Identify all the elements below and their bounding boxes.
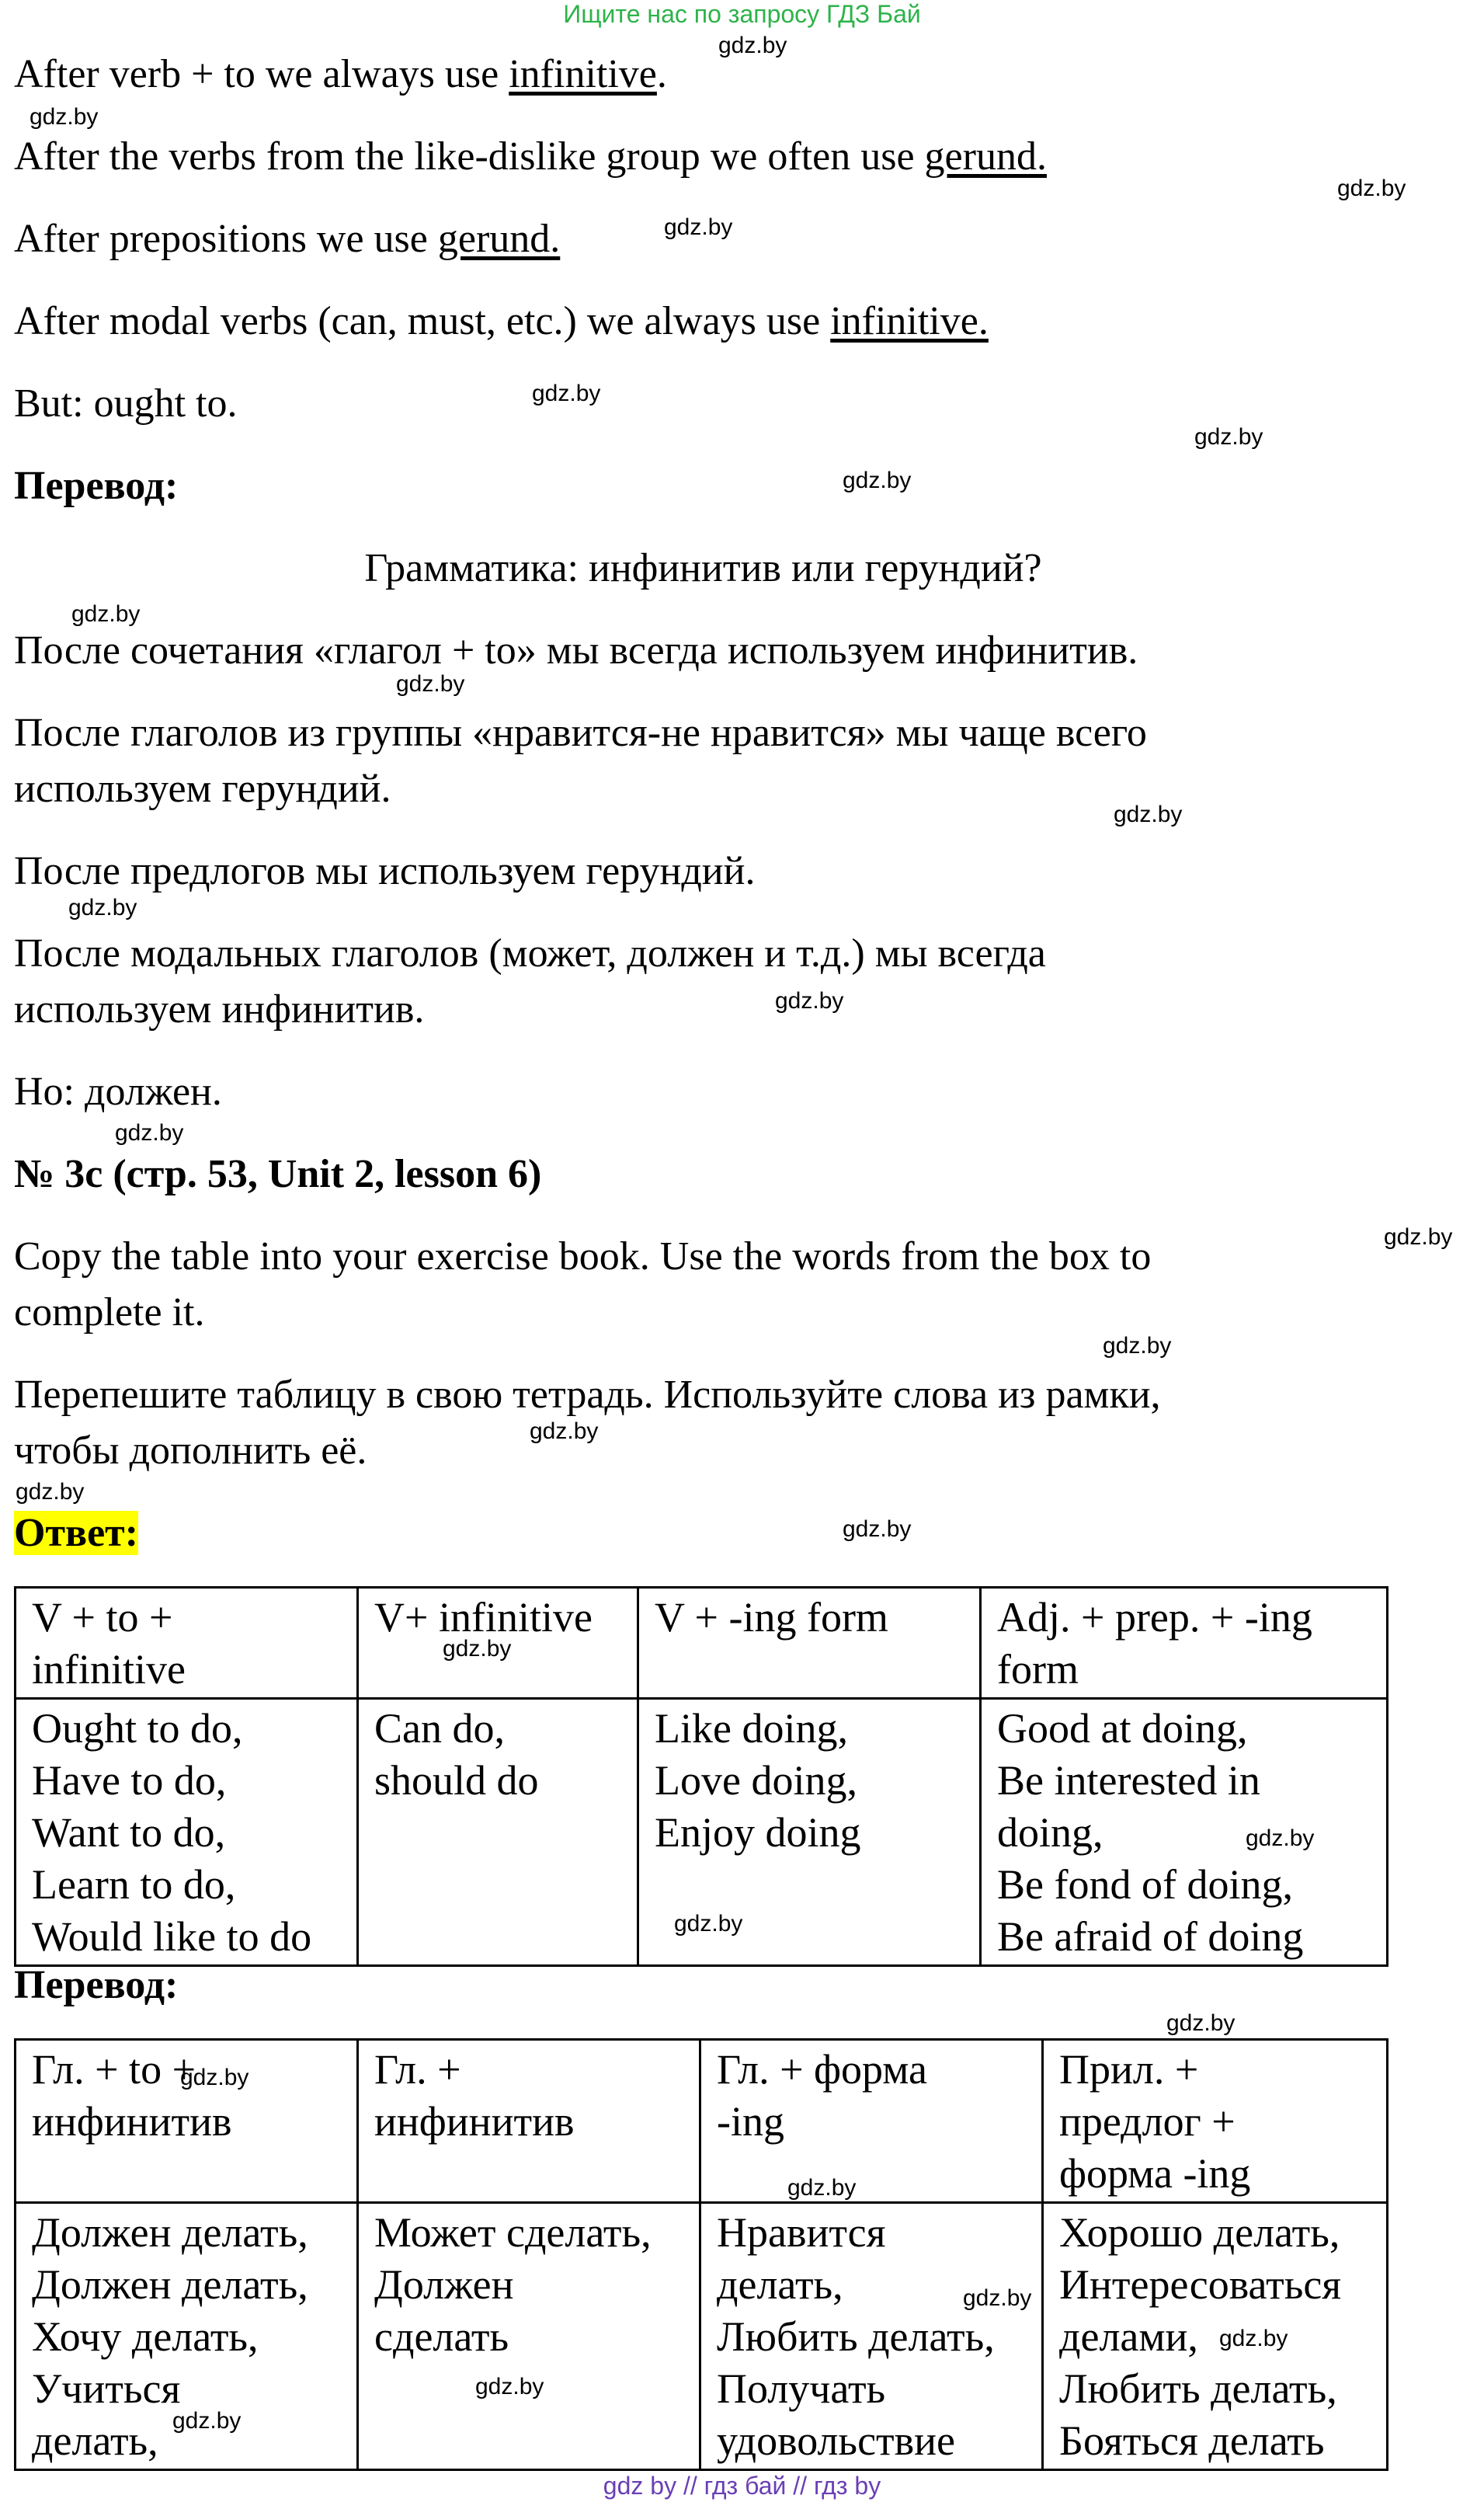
watermark: gdz.by (16, 1479, 85, 1505)
watermark: gdz.by (718, 33, 787, 58)
watermark: gdz.by (1219, 2326, 1288, 2351)
watermark: gdz.by (532, 381, 601, 406)
watermark: gdz.by (963, 2285, 1032, 2311)
table-header-cell: V + to + infinitive (16, 1588, 358, 1699)
grammar-line-2: After the verbs from the like-dislike group we often use gerund. (14, 134, 1047, 179)
table-cell: Нравится делать, Любить делать, Получать удовольствие (700, 2203, 1043, 2470)
watermark: gdz.by (775, 988, 844, 1014)
grammar-line-4: After modal verbs (can, must, etc.) we always use infinitive. (14, 299, 989, 343)
watermark: gdz.by (787, 2175, 857, 2201)
grammar-ru-line-3: После предлогов мы используем герундий. (14, 849, 756, 893)
answer-table-ru (14, 2038, 1388, 2471)
watermark: gdz.by (843, 1516, 912, 1542)
grammar-ru-line-1: После сочетания «глагол + to» мы всегда используем инфинитив. (14, 628, 1138, 673)
answer-table-en (14, 1586, 1388, 1967)
watermark: gdz.by (475, 2374, 544, 2399)
answer-label (14, 1505, 138, 1561)
table-header-cell: Гл. + инфинитив (358, 2040, 700, 2203)
task-ru-line-b: чтобы дополнить её. (14, 1428, 367, 1473)
grammar-ru-line-4b: используем инфинитив. (14, 987, 425, 1032)
table-header-row (16, 2040, 1388, 2203)
table-header-cell: V+ infinitive (358, 1588, 638, 1699)
table-cell: Like doing, Love doing, Enjoy doing (638, 1699, 981, 1966)
table-header-row (16, 1588, 1388, 1699)
watermark: gdz.by (1194, 424, 1263, 450)
translation-label-2: Перевод: (14, 1963, 179, 2007)
grammar-ru-title: Грамматика: инфинитив или герундий? (364, 546, 1042, 590)
table-header-cell: V + -ing form (638, 1588, 981, 1699)
table-cell: Can do, should do (358, 1699, 638, 1966)
watermark: gdz.by (664, 214, 733, 240)
table-cell: Good at doing, Be interested in doing, Be fond of doing, Be afraid of doing (981, 1699, 1388, 1966)
grammar-line-3: After prepositions we use gerund. (14, 217, 561, 261)
task-en-line-b: complete it. (14, 1290, 205, 1335)
bottom-banner[interactable]: gdz by // гдз бай // гдз by (603, 2472, 881, 2500)
watermark: gdz.by (1246, 1825, 1315, 1851)
watermark: gdz.by (71, 601, 141, 627)
table-cell: Хорошо делать, Интересоваться делами, Любить делать, Бояться делать (1043, 2203, 1388, 2470)
grammar-ru-line-2b: используем герундий. (14, 767, 391, 811)
table-header-cell: Adj. + prep. + -ing form (981, 1588, 1388, 1699)
watermark: gdz.by (396, 671, 465, 697)
watermark: gdz.by (674, 1911, 743, 1937)
task-en-line-a: Copy the table into your exercise book. Use the words from the box to (14, 1234, 1152, 1279)
watermark: gdz.by (30, 104, 99, 130)
watermark: gdz.by (1114, 802, 1183, 827)
watermark: gdz.by (115, 1120, 184, 1146)
grammar-ru-line-2a: После глаголов из группы «нравится-не нравится» мы чаще всего (14, 711, 1147, 755)
table-header-cell: Прил. + предлог + форма -ing (1043, 2040, 1388, 2203)
watermark: gdz.by (68, 895, 137, 920)
answer-label-text: Ответ: (14, 1511, 139, 1555)
table-cell: Ought to do, Have to do, Want to do, Learn to do, Would like to do (16, 1699, 358, 1966)
table-header-cell: Гл. + to + инфинитив (16, 2040, 358, 2203)
watermark: gdz.by (1337, 176, 1406, 201)
watermark: gdz.by (1103, 1333, 1172, 1359)
watermark: gdz.by (1166, 2010, 1236, 2036)
table-cell: Должен делать, Должен делать, Хочу делать, Учиться делать, (16, 2203, 358, 2470)
grammar-line-5: But: ought to. (14, 381, 238, 426)
top-banner[interactable]: Ищите нас по запросу ГДЗ Бай (563, 0, 921, 28)
watermark: gdz.by (1384, 1224, 1453, 1250)
watermark: gdz.by (530, 1418, 599, 1444)
table-cell: Может сделать, Должен сделать (358, 2203, 700, 2470)
watermark: gdz.by (172, 2408, 242, 2434)
grammar-ru-line-4a: После модальных глаголов (может, должен и т.д.) мы всегда (14, 931, 1046, 976)
grammar-ru-line-5: Но: должен. (14, 1070, 222, 1114)
exercise-title: № 3c (стр. 53, Unit 2, lesson 6) (14, 1152, 542, 1196)
translation-label-1: Перевод: (14, 464, 179, 508)
task-ru-line-a: Перепешите таблицу в свою тетрадь. Используйте слова из рамки, (14, 1373, 1161, 1417)
table-header-cell: Гл. + форма -ing (700, 2040, 1043, 2203)
watermark: gdz.by (443, 1636, 512, 1662)
watermark: gdz.by (180, 2065, 249, 2090)
watermark: gdz.by (843, 468, 912, 493)
grammar-line-1: After verb + to we always use infinitive. (14, 52, 667, 96)
